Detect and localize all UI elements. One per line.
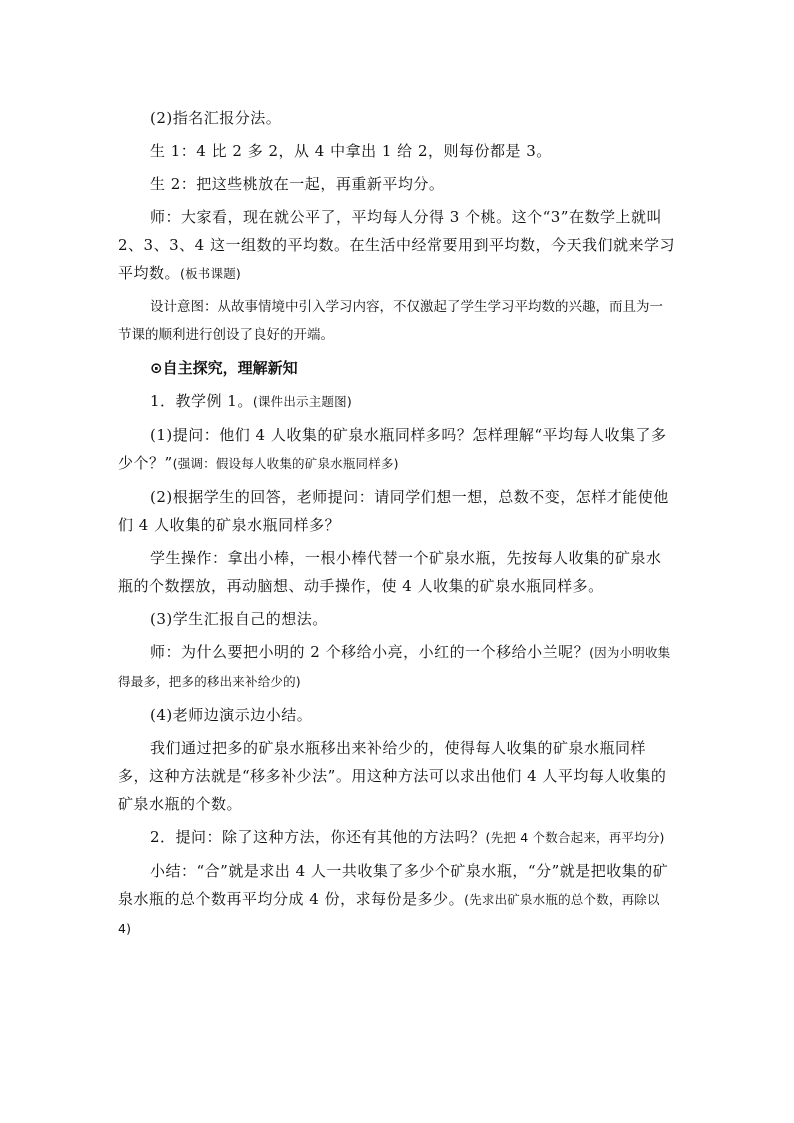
conclusion-note: (先求出矿泉水瓶的总个数，再除以 4) [118, 892, 660, 936]
section-heading: ⊙自主探究，理解新知 [150, 359, 298, 377]
paragraph-teacher-demo: (4)老师边演示边小结。 [150, 706, 313, 724]
paragraph-report-method: (2)指名汇报分法。 [150, 109, 282, 127]
paragraph-teacher-intro: 师：大家看，现在就公平了，平均每人分得 3 个桃。这个“3”在数学上就叫 2、3、3、4 这一组数的平均数。在生活中经常要用到平均数，今天我们就来学习平均数。(板书课题) [118, 208, 675, 282]
paragraph-example-1: 1．教学例 1。(课件出示主题图) [150, 392, 352, 410]
method-note: (先把 4 个数合起来，再平均分) [485, 830, 665, 845]
paragraph-conclusion: 小结：“合”就是求出 4 人一共收集了多少个矿泉水瓶，“分”就是把收集的矿泉水瓶的总个数再平均分成 4 份，求每份是多少。(先求出矿泉水瓶的总个数，再除以 4) [118, 862, 669, 936]
paragraph-student-2: 生 2：把这些桃放在一起，再重新平均分。 [150, 175, 445, 193]
paragraph-teacher-question: 师：为什么要把小明的 2 个移给小亮，小红的一个移给小兰呢？(因为小明收集得最多，把多的移出来补给少的) [118, 643, 671, 689]
answer-note: (因为小明收集得最多，把多的移出来补给少的) [118, 645, 671, 689]
document-body [118, 104, 676, 948]
paragraph-student-report: (3)学生汇报自己的想法。 [150, 610, 328, 628]
paragraph-student-1: 生 1：4 比 2 多 2，从 4 中拿出 1 给 2，则每份都是 3。 [150, 142, 552, 160]
paragraph-student-operation: 学生操作：拿出小棒，一根小棒代替一个矿泉水瓶，先按每人收集的矿泉水瓶的个数摆放，再动脑想、动手操作，使 4 人收集的矿泉水瓶同样多。 [118, 549, 662, 595]
courseware-note: (课件出示主题图) [252, 394, 352, 409]
paragraph-method-summary: 我们通过把多的矿泉水瓶移出来补给少的，使得每人收集的矿泉水瓶同样多，这种方法就是“移多补少法”。用这种方法可以求出他们 4 人平均每人收集的矿泉水瓶的个数。 [118, 739, 667, 813]
paragraph-other-method: 2．提问：除了这种方法，你还有其他的方法吗？(先把 4 个数合起来，再平均分) [150, 828, 665, 846]
emphasis-note: (强调：假设每人收集的矿泉水瓶同样多) [172, 456, 399, 471]
paragraph-design-intent: 设计意图：从故事情境中引入学习内容，不仅激起了学生学习平均数的兴趣，而且为一节课的顺利进行创设了良好的开端。 [118, 299, 663, 343]
paragraph-question-1: (1)提问：他们 4 人收集的矿泉水瓶同样多吗？怎样理解“平均每人收集了多少个？”(强调：假设每人收集的矿泉水瓶同样多) [118, 426, 667, 472]
board-note: (板书课题) [180, 266, 241, 281]
paragraph-question-2: (2)根据学生的回答，老师提问：请同学们想一想，总数不变，怎样才能使他们 4 人收集的矿泉水瓶同样多？ [118, 488, 669, 534]
